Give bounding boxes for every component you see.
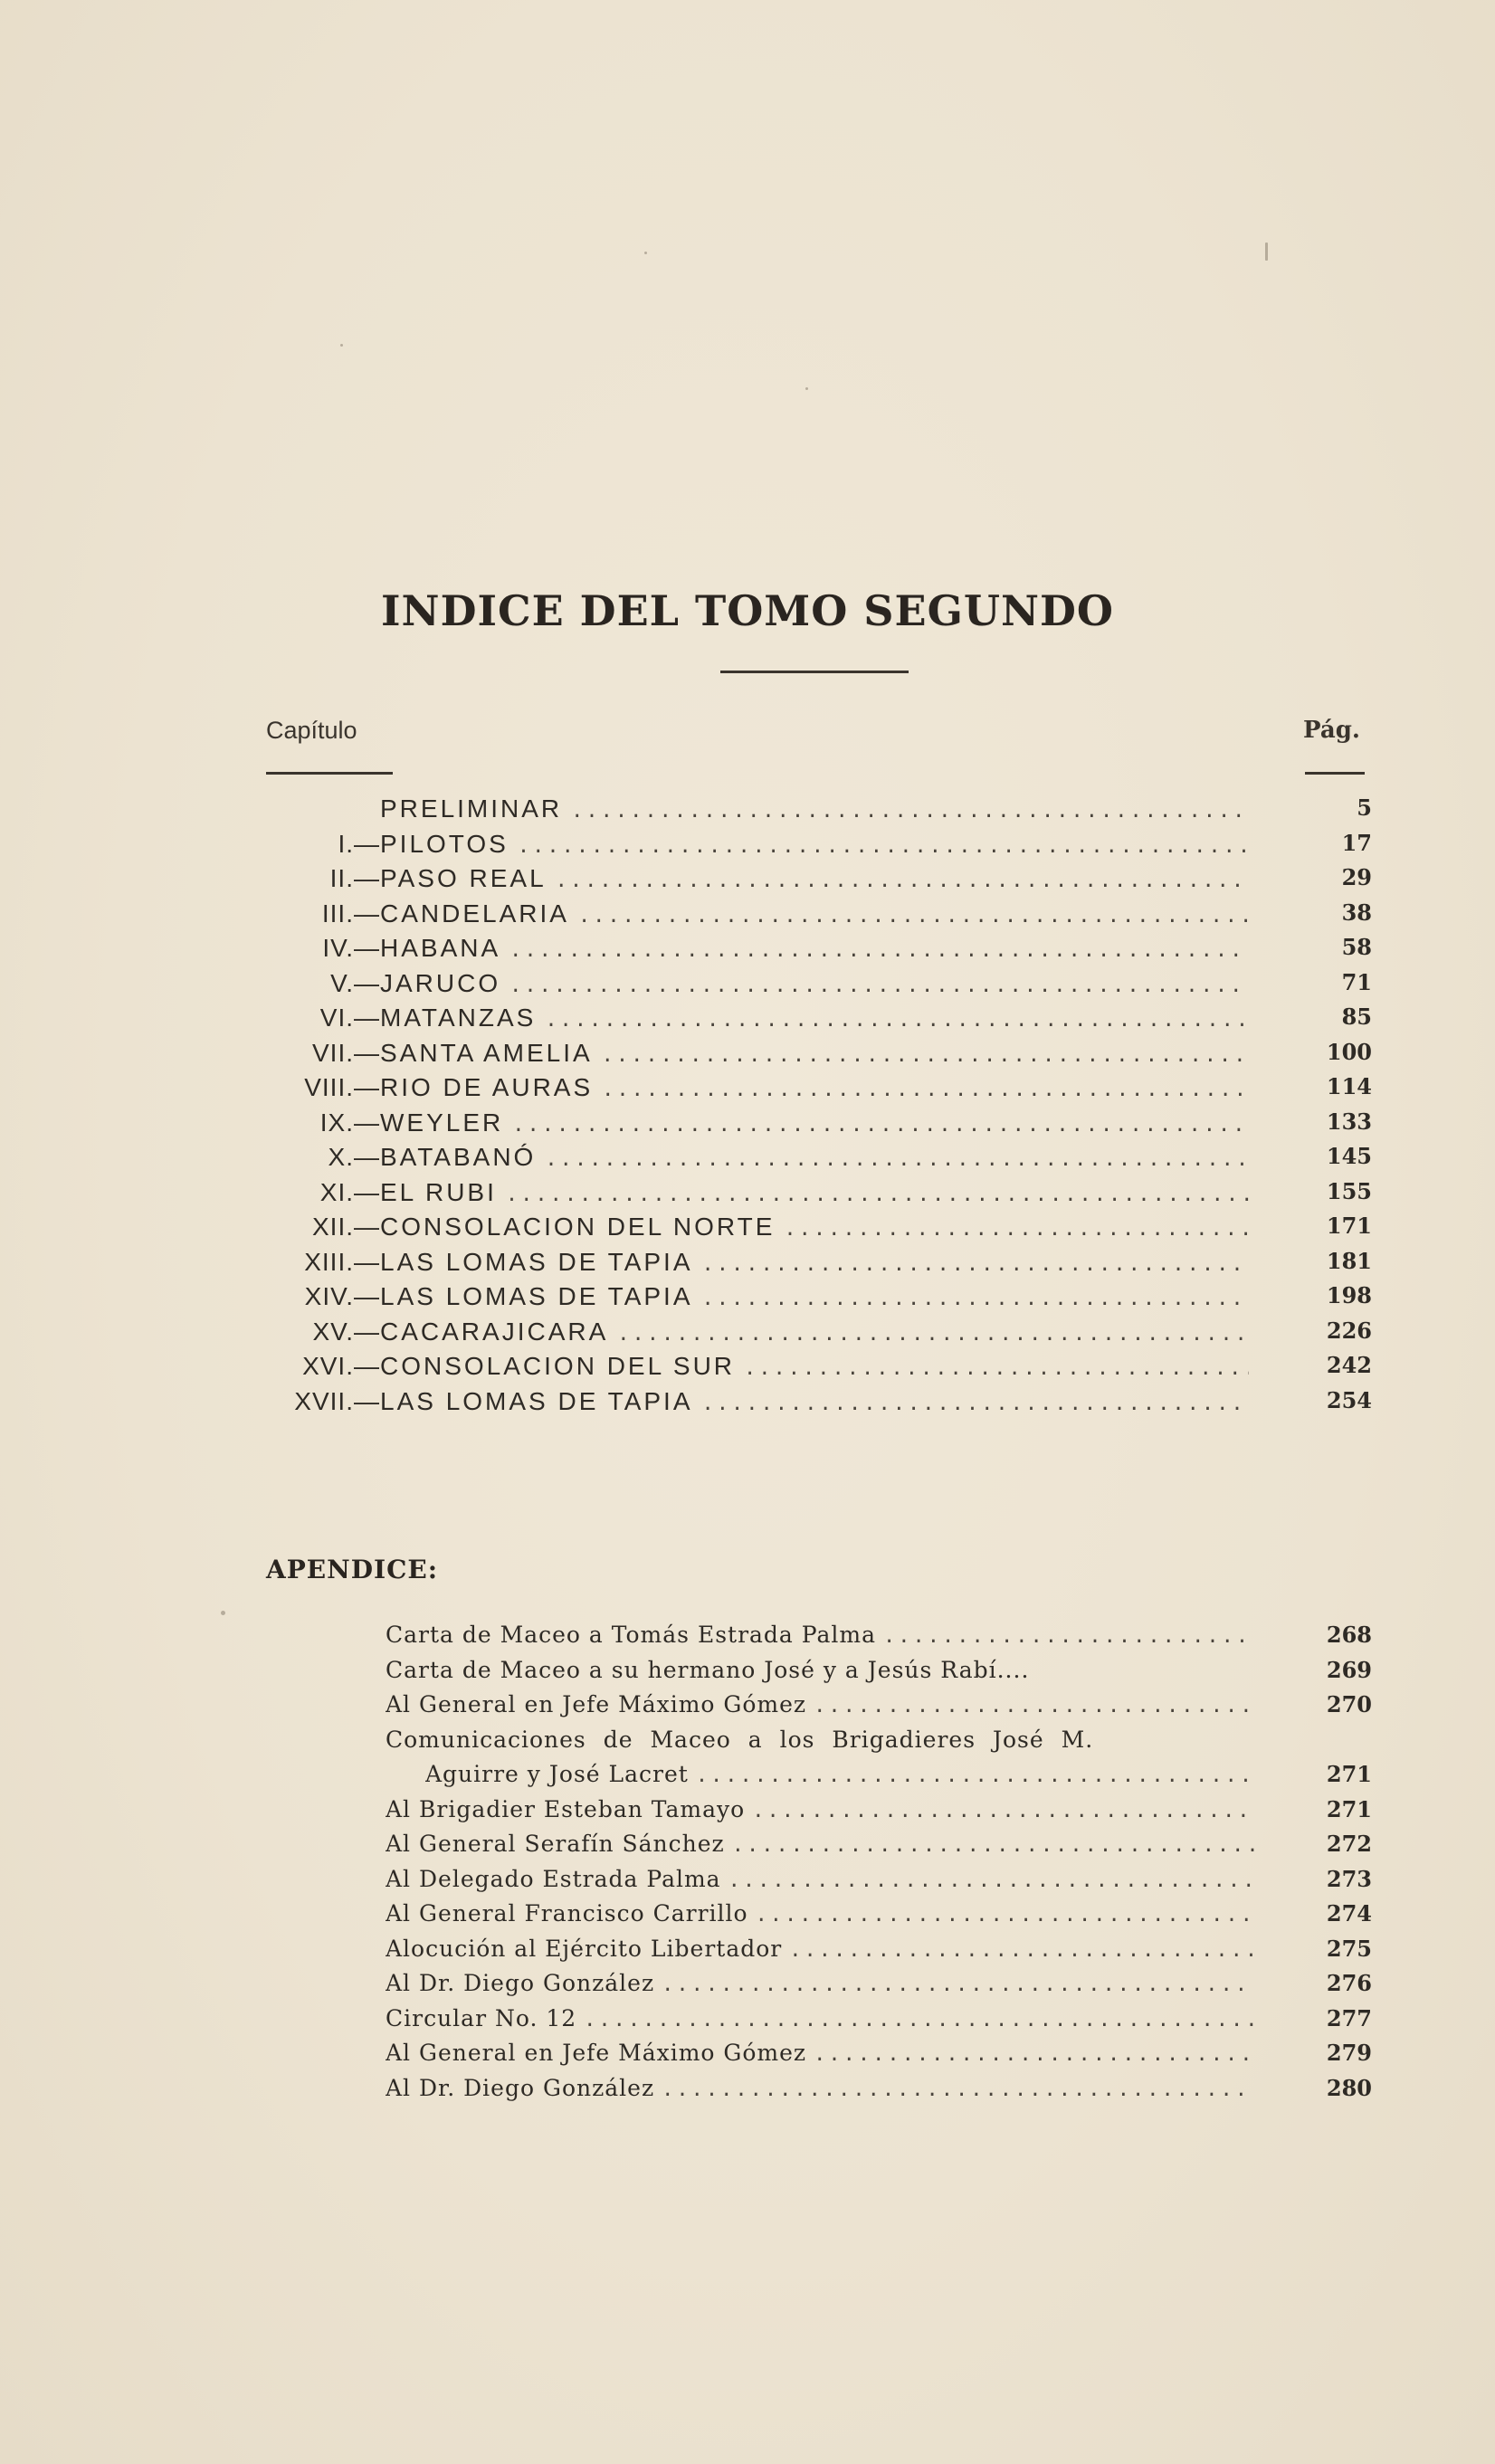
- title-rule: [720, 671, 909, 673]
- dot-leader: [571, 800, 1249, 823]
- appendix-entry[interactable]: [0, 1936, 1495, 1971]
- chapter-title: HABANA: [380, 934, 501, 962]
- page-number: 268: [1326, 1622, 1372, 1648]
- appendix-entry-text: Circular No. 12: [386, 2004, 577, 2031]
- appendix-entry-text: Al Delegado Estrada Palma: [386, 1865, 721, 1892]
- toc-entry[interactable]: [0, 1282, 1495, 1318]
- dot-leader: [744, 1357, 1249, 1380]
- dot-leader: [662, 1974, 1254, 1996]
- chapter-title: LAS LOMAS DE TAPIA: [380, 1247, 693, 1276]
- page-number: 198: [1326, 1282, 1372, 1308]
- dot-leader: [789, 1939, 1254, 1962]
- chapter-number: XVI.—: [302, 1352, 380, 1380]
- toc-entry[interactable]: [0, 864, 1495, 899]
- dot-leader: [602, 1044, 1249, 1067]
- toc-entry[interactable]: [0, 1248, 1495, 1283]
- toc-entry[interactable]: [0, 934, 1495, 969]
- page-number: 38: [1341, 899, 1372, 926]
- chapter-number: V.—: [330, 968, 380, 997]
- page-number: 271: [1326, 1761, 1372, 1787]
- toc-entry[interactable]: [0, 830, 1495, 865]
- page-number: 114: [1326, 1073, 1372, 1099]
- page-number: 271: [1326, 1795, 1372, 1822]
- appendix-entry[interactable]: [0, 1866, 1495, 1901]
- page-number: 275: [1326, 1935, 1372, 1962]
- page-column-header: Pág.: [1303, 717, 1360, 744]
- dot-leader: [732, 1834, 1254, 1857]
- dot-leader: [728, 1869, 1254, 1892]
- toc-entry[interactable]: [0, 1387, 1495, 1422]
- page-number: 145: [1326, 1143, 1372, 1169]
- chapter-title: JARUCO: [380, 968, 501, 997]
- page-number: 71: [1341, 968, 1372, 995]
- page-number: 242: [1326, 1352, 1372, 1378]
- page-number: 272: [1326, 1831, 1372, 1857]
- dot-leader: [702, 1393, 1249, 1415]
- appendix-entry-text: Aguirre y José Lacret: [425, 1761, 689, 1787]
- appendix-entry-text: Al General Francisco Carrillo: [386, 1900, 748, 1926]
- toc-entry[interactable]: [0, 1073, 1495, 1108]
- page-number: 133: [1326, 1108, 1372, 1135]
- page-number: 276: [1326, 1970, 1372, 1996]
- toc-entry[interactable]: [0, 794, 1495, 830]
- chapter-title: PILOTOS: [380, 829, 509, 858]
- page-number: 5: [1357, 794, 1372, 821]
- page-number: 274: [1326, 1900, 1372, 1926]
- toc-entry[interactable]: [0, 969, 1495, 1004]
- chapter-number: I.—: [338, 829, 380, 858]
- page-number: 17: [1341, 829, 1372, 856]
- page-number: 100: [1326, 1038, 1372, 1065]
- chapter-number: IX.—: [319, 1108, 380, 1137]
- appendix-entry[interactable]: [0, 1622, 1495, 1657]
- page-number: 270: [1326, 1691, 1372, 1717]
- chapter-title: PRELIMINAR: [380, 794, 563, 823]
- chapter-title: CONSOLACION DEL SUR: [380, 1352, 736, 1380]
- dot-leader: [662, 2079, 1254, 2101]
- dot-leader: [556, 870, 1249, 892]
- appendix-entry[interactable]: [0, 2040, 1495, 2075]
- appendix-entry[interactable]: [0, 2005, 1495, 2041]
- appendix-entry[interactable]: [0, 1657, 1495, 1692]
- chapter-number: VIII.—: [304, 1073, 380, 1101]
- page-number: 29: [1341, 864, 1372, 890]
- appendix-entry-text: Al Dr. Diego González: [386, 2074, 655, 2101]
- chapter-number: XI.—: [319, 1177, 380, 1206]
- toc-entry[interactable]: [0, 1108, 1495, 1144]
- page-number: 279: [1326, 2040, 1372, 2066]
- chapter-title: LAS LOMAS DE TAPIA: [380, 1282, 693, 1310]
- dot-leader: [702, 1253, 1249, 1276]
- chapter-title: CANDELARIA: [380, 899, 569, 928]
- page-number: 254: [1326, 1386, 1372, 1413]
- toc-entry[interactable]: [0, 1039, 1495, 1074]
- appendix-entry-text: Al Dr. Diego González: [386, 1970, 655, 1996]
- appendix-entry-text: Al Brigadier Esteban Tamayo: [386, 1795, 746, 1822]
- chapter-number: XIII.—: [304, 1247, 380, 1276]
- chapter-number: XII.—: [311, 1213, 380, 1241]
- chapter-title: PASO REAL: [380, 864, 547, 892]
- chapter-number: VI.—: [319, 1004, 380, 1032]
- appendix-entry[interactable]: [0, 1831, 1495, 1866]
- chapter-title: WEYLER: [380, 1108, 504, 1137]
- chapter-number: XVII.—: [294, 1386, 380, 1415]
- chapter-number: IV.—: [322, 934, 380, 962]
- appendix-entry-text: Carta de Maceo a Tomás Estrada Palma: [386, 1622, 876, 1648]
- appendix-entry-text: Comunicaciones de Maceo a los Brigadieres José M.: [386, 1726, 1094, 1753]
- page-number: 181: [1326, 1247, 1372, 1274]
- dot-leader: [512, 1114, 1249, 1137]
- paper-speck: [644, 252, 647, 254]
- appendix-entry-text: Al General en Jefe Máximo Gómez: [386, 2040, 807, 2066]
- page-number: 85: [1341, 1004, 1372, 1030]
- dot-leader: [883, 1625, 1254, 1648]
- page-title: INDICE DEL TOMO SEGUNDO: [381, 586, 1114, 635]
- page-number: 269: [1326, 1656, 1372, 1683]
- chapter-title: BATABANÓ: [380, 1143, 537, 1171]
- page-header-rule: [1305, 772, 1365, 775]
- appendix-list: [0, 1622, 1495, 2109]
- dot-leader: [602, 1079, 1249, 1101]
- dot-leader: [509, 939, 1249, 962]
- dot-leader: [814, 1695, 1254, 1717]
- appendix-entry[interactable]: [0, 1970, 1495, 2005]
- toc-entry[interactable]: [0, 1213, 1495, 1248]
- appendix-entry-text: Alocución al Ejército Libertador: [386, 1935, 783, 1962]
- toc-entry[interactable]: [0, 1352, 1495, 1387]
- chapter-title: CONSOLACION DEL NORTE: [380, 1213, 776, 1241]
- dot-leader: [756, 1904, 1254, 1926]
- chapter-number: XV.—: [312, 1317, 380, 1346]
- chapter-list: [0, 794, 1495, 1422]
- appendix-entry-continuation[interactable]: [0, 1761, 1495, 1796]
- dot-leader: [545, 1148, 1249, 1171]
- appendix-entry[interactable]: [0, 1900, 1495, 1936]
- page-number: 277: [1326, 2004, 1372, 2031]
- paper-speck: [340, 344, 343, 347]
- chapter-number: III.—: [321, 899, 380, 928]
- paper-speck: [805, 387, 808, 390]
- dot-leader: [752, 1800, 1254, 1822]
- page-number: 155: [1326, 1177, 1372, 1204]
- toc-entry[interactable]: [0, 1318, 1495, 1353]
- chapter-title: RIO DE AURAS: [380, 1073, 594, 1101]
- appendix-entry-text: Al General en Jefe Máximo Gómez: [386, 1691, 807, 1717]
- dot-leader: [518, 835, 1249, 858]
- chapter-title: SANTA AMELIA: [380, 1038, 593, 1067]
- toc-entry[interactable]: [0, 899, 1495, 935]
- dot-leader: [506, 1184, 1249, 1206]
- page-number: 58: [1341, 934, 1372, 960]
- dot-leader: [702, 1288, 1249, 1310]
- chapter-title: MATANZAS: [380, 1004, 537, 1032]
- dot-leader: [696, 1765, 1254, 1787]
- page-number: 226: [1326, 1317, 1372, 1344]
- chapter-number: X.—: [328, 1143, 380, 1171]
- dot-leader: [584, 2009, 1254, 2031]
- appendix-entry[interactable]: [0, 1796, 1495, 1831]
- dot-leader: [814, 2043, 1254, 2066]
- paper-speck: [1265, 243, 1268, 261]
- chapter-header-rule: [266, 772, 393, 775]
- chapter-title: LAS LOMAS DE TAPIA: [380, 1386, 693, 1415]
- appendix-entry-text: Al General Serafín Sánchez: [386, 1831, 725, 1857]
- chapter-number: VII.—: [311, 1038, 380, 1067]
- dot-leader: [784, 1218, 1249, 1241]
- appendix-entry-text: Carta de Maceo a su hermano José y a Jesús Rabí....: [386, 1656, 1030, 1683]
- chapter-number: II.—: [329, 864, 380, 892]
- appendix-heading: APENDICE:: [266, 1555, 439, 1584]
- dot-leader: [509, 975, 1249, 997]
- dot-leader: [578, 905, 1249, 928]
- dot-leader: [545, 1009, 1249, 1032]
- toc-entry[interactable]: [0, 1178, 1495, 1213]
- chapter-column-header: Capítulo: [266, 717, 357, 744]
- toc-entry[interactable]: [0, 1004, 1495, 1039]
- page-number: 280: [1326, 2074, 1372, 2101]
- chapter-title: EL RUBI: [380, 1177, 497, 1206]
- appendix-entry[interactable]: [0, 1727, 1495, 1762]
- appendix-entry[interactable]: [0, 1691, 1495, 1727]
- toc-entry[interactable]: [0, 1143, 1495, 1178]
- page-number: 171: [1326, 1213, 1372, 1239]
- paper-speck: [221, 1611, 225, 1615]
- dot-leader: [617, 1323, 1249, 1346]
- chapter-title: CACARAJICARA: [380, 1317, 609, 1346]
- chapter-number: XIV.—: [304, 1282, 380, 1310]
- appendix-entry[interactable]: [0, 2075, 1495, 2110]
- page-number: 273: [1326, 1865, 1372, 1892]
